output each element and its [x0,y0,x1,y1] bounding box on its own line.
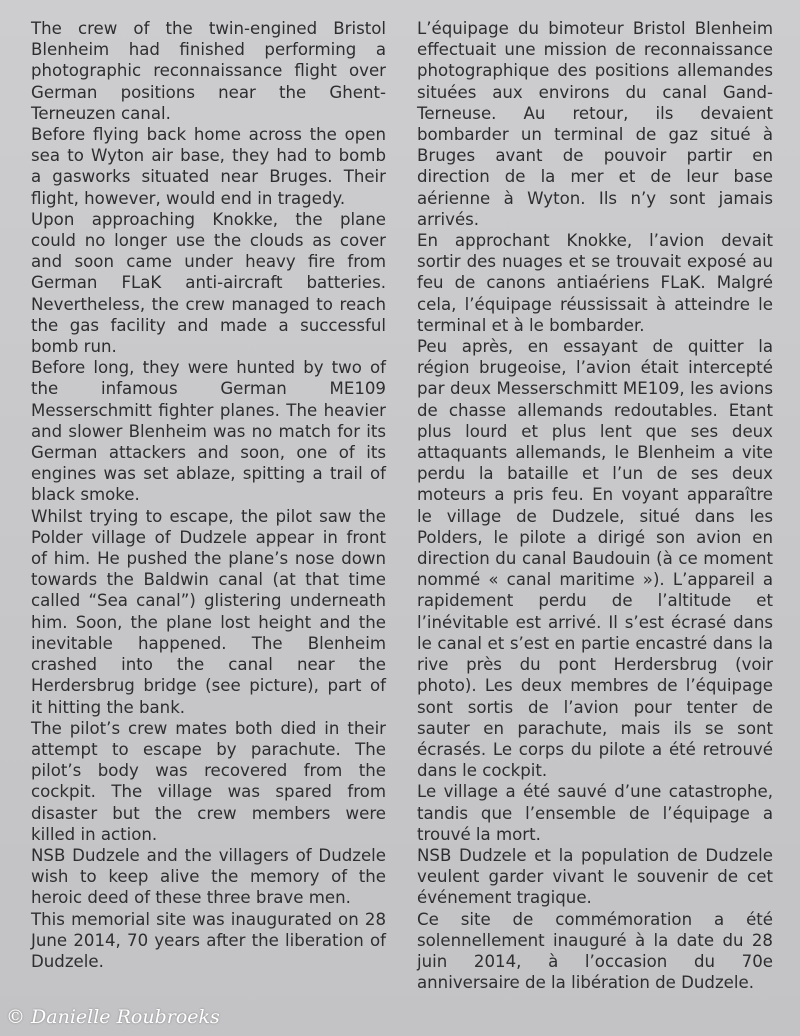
english-paragraph: Whilst trying to escape, the pilot saw the Polder village of Dudzele appear in front of him. He pushed the plane’s nose down towards the Baldwin canal (at that time called “Sea canal”) glistering underneath him. Soon, the plane lost height and the inevitable happened. The Blenheim crashed into the canal near the Herdersbrug bridge (see picture), part of it hitting the bank. [31,506,386,717]
english-paragraph: This memorial site was inaugurated on 28 June 2014, 70 years after the liberation of Dudzele. [31,909,386,971]
french-paragraph: Peu après, en essayant de quitter la région brugeoise, l’avion était intercepté par deux Messerschmitt ME109, les avions de chasse allemands redoutables. Etant plus lourd et plus lent que ses deux attaquants allemands, le Blenheim a vite perdu la bataille et l’un de ses deux moteurs a pris feu. En voyant apparaître le village de Dudzele, situé dans les Polders, le pilote a dirigé son avion en direction du canal Baudouin (à ce moment nommé « canal maritime »). L’appareil a rapidement perdu de l’altitude et l’inévitable est arrivé. Il s’est écrasé dans le canal et s’est en partie encastré dans la rive près du pont Herdersbrug (voir photo). Les deux membres de l’équipage sont sortis de l’avion pour tenter de sauter en parachute, mais ils se sont écrasés. Le corps du pilote a été retrouvé dans le cockpit. [417,337,773,781]
english-paragraph: The pilot’s crew mates both died in their attempt to escape by parachute. The pilot’s body was recovered from the cockpit. The village was spared from disaster but the crew members were killed in action. [31,718,386,844]
french-paragraph: Ce site de commémoration a été solennellement inauguré à la date du 28 juin 2014, à l’occasion du 70e anniversaire de la libération de Dudzele. [417,909,773,993]
french-text-column [417,18,773,993]
french-paragraph: L’équipage du bimoteur Bristol Blenheim effectuait une mission de reconnaissance photographique des positions allemandes situées aux environs du canal Gand-Terneuse. Au retour, ils devaient bombarder un terminal de gaz situé à Bruges avant de pouvoir partir en direction de la mer et de leur base aérienne à Wyton. Ils n’y sont jamais arrivés. [417,19,773,229]
french-paragraph: NSB Dudzele et la population de Dudzele veulent garder vivant le souvenir de cet événement tragique. [417,845,773,908]
french-paragraph: Le village a été sauvé d’une catastrophe, tandis que l’ensemble de l’équipage a trouvé la mort. [417,782,773,844]
english-text-column [31,18,386,972]
photographer-watermark: © Danielle Roubroeks [6,1006,220,1028]
english-paragraph: Before long, they were hunted by two of the infamous German ME109 Messerschmitt fighter planes. The heavier and slower Blenheim was no match for its German attackers and soon, one of its engines was set ablaze, spitting a trail of black smoke. [31,358,386,505]
english-paragraph: The crew of the twin-engined Bristol Blenheim had finished performing a photographic reconnaissance flight over German positions near the Ghent-Terneuzen canal. [31,19,386,123]
english-paragraph: Before flying back home across the open sea to Wyton air base, they had to bomb a gasworks situated near Bruges. Their flight, however, would end in tragedy. [31,125,386,208]
english-paragraph: NSB Dudzele and the villagers of Dudzele wish to keep alive the memory of the heroic deed of these three brave men. [31,845,386,908]
french-paragraph: En approchant Knokke, l’avion devait sortir des nuages et se trouvait exposé au feu de canons antiaériens FLaK. Malgré cela, l’équipage réussissait à atteindre le terminal et à le bombarder. [417,231,773,335]
english-paragraph: Upon approaching Knokke, the plane could no longer use the clouds as cover and soon came under heavy fire from German FLaK anti-aircraft batteries. Nevertheless, the crew managed to reach the gas facility and made a successful bomb run. [31,209,386,357]
